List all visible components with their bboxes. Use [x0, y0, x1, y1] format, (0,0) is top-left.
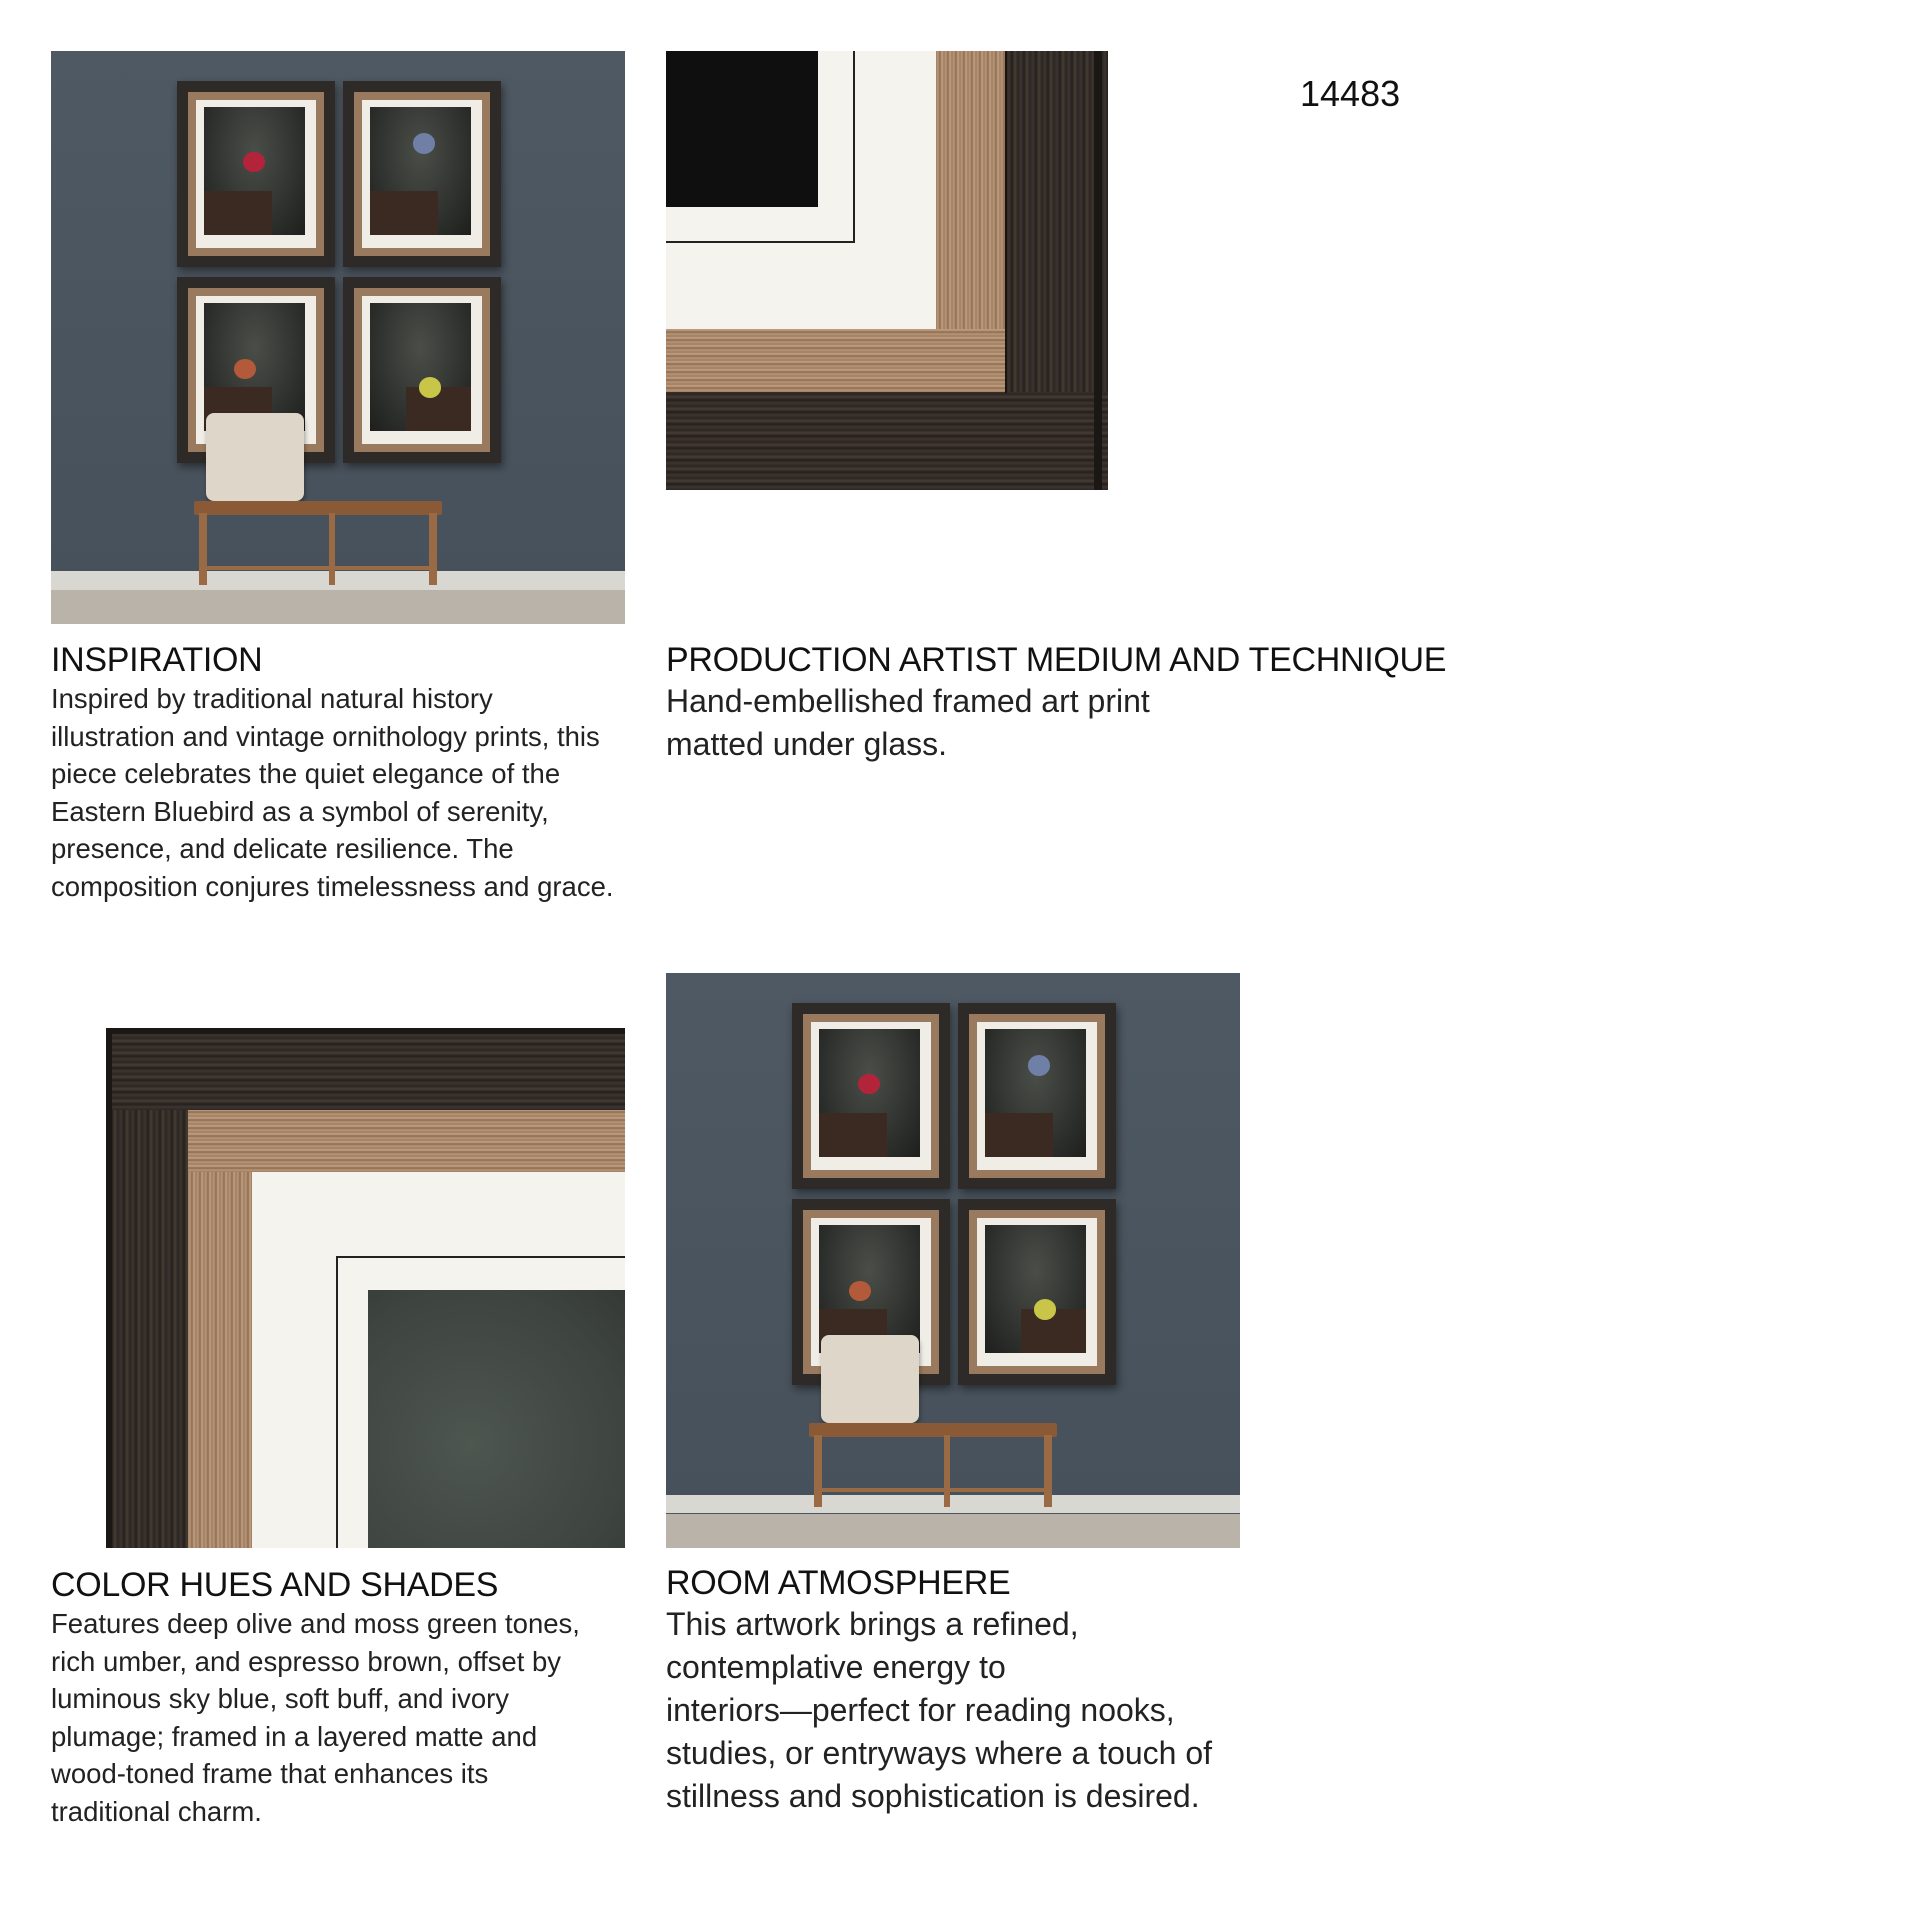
inspiration-line: illustration and vintage ornithology prints, this [51, 720, 600, 752]
inspiration-line: composition conjures timelessness and grace. [51, 870, 614, 902]
color-body [51, 1605, 651, 1830]
inspiration-line: Inspired by traditional natural history [51, 683, 493, 714]
bench [194, 501, 442, 515]
production-body [666, 680, 1566, 766]
color-heading: COLOR HUES AND SHADES [51, 1566, 499, 1604]
framed-print-warbler [343, 277, 501, 463]
color-line: plumage; framed in a layered matte and [51, 1720, 538, 1752]
inspiration-heading: INSPIRATION [51, 641, 263, 679]
room-line: studies, or entryways where a touch of [666, 1735, 1213, 1771]
baseboard [51, 571, 625, 589]
room-atmosphere-body [666, 1603, 1366, 1818]
inspiration-body [51, 680, 651, 905]
pillow [821, 1335, 919, 1423]
inspiration-line: Eastern Bluebird as a symbol of serenity, [51, 795, 549, 827]
production-section [666, 640, 1566, 766]
inspiration-line: presence, and delicate resilience. The [51, 833, 514, 864]
color-line: wood-toned frame that enhances its [51, 1758, 489, 1789]
frame-corner-closeup-bottom [106, 1028, 625, 1548]
inspiration-line: piece celebrates the quiet elegance of the [51, 758, 561, 789]
framed-print-bluebird [343, 81, 501, 267]
bench [809, 1423, 1057, 1437]
framed-print-cardinal [177, 81, 335, 267]
framed-print-warbler [958, 1199, 1116, 1385]
color-line: Features deep olive and moss green tones, [51, 1608, 580, 1639]
color-line: luminous sky blue, soft buff, and ivory [51, 1683, 510, 1714]
floor [666, 1514, 1240, 1549]
room-scene-photo-2 [666, 973, 1240, 1548]
inspiration-section [51, 640, 651, 905]
production-line: Hand-embellished framed art print [666, 683, 1150, 719]
framed-print-bluebird [958, 1003, 1116, 1189]
framed-print-cardinal [792, 1003, 950, 1189]
room-line: interiors—perfect for reading nooks, [666, 1692, 1175, 1728]
baseboard [666, 1495, 1240, 1513]
frame-corner-closeup-top [666, 51, 1108, 490]
color-line: rich umber, and espresso brown, offset by [51, 1645, 562, 1677]
room-line: contemplative energy to [666, 1649, 1006, 1685]
room-scene-photo [51, 51, 625, 624]
pillow [206, 413, 304, 501]
room-line: stillness and sophistication is desired. [666, 1778, 1200, 1814]
production-line: matted under glass. [666, 726, 948, 762]
production-heading: PRODUCTION ARTIST MEDIUM AND TECHNIQUE [666, 641, 1447, 679]
color-section [51, 1565, 651, 1830]
color-line: traditional charm. [51, 1795, 262, 1827]
product-number: 14483 [1300, 73, 1401, 114]
room-atmosphere-section [666, 1563, 1366, 1818]
room-line: This artwork brings a refined, [666, 1606, 1079, 1642]
room-atmosphere-heading: ROOM ATMOSPHERE [666, 1564, 1011, 1602]
floor [51, 590, 625, 624]
